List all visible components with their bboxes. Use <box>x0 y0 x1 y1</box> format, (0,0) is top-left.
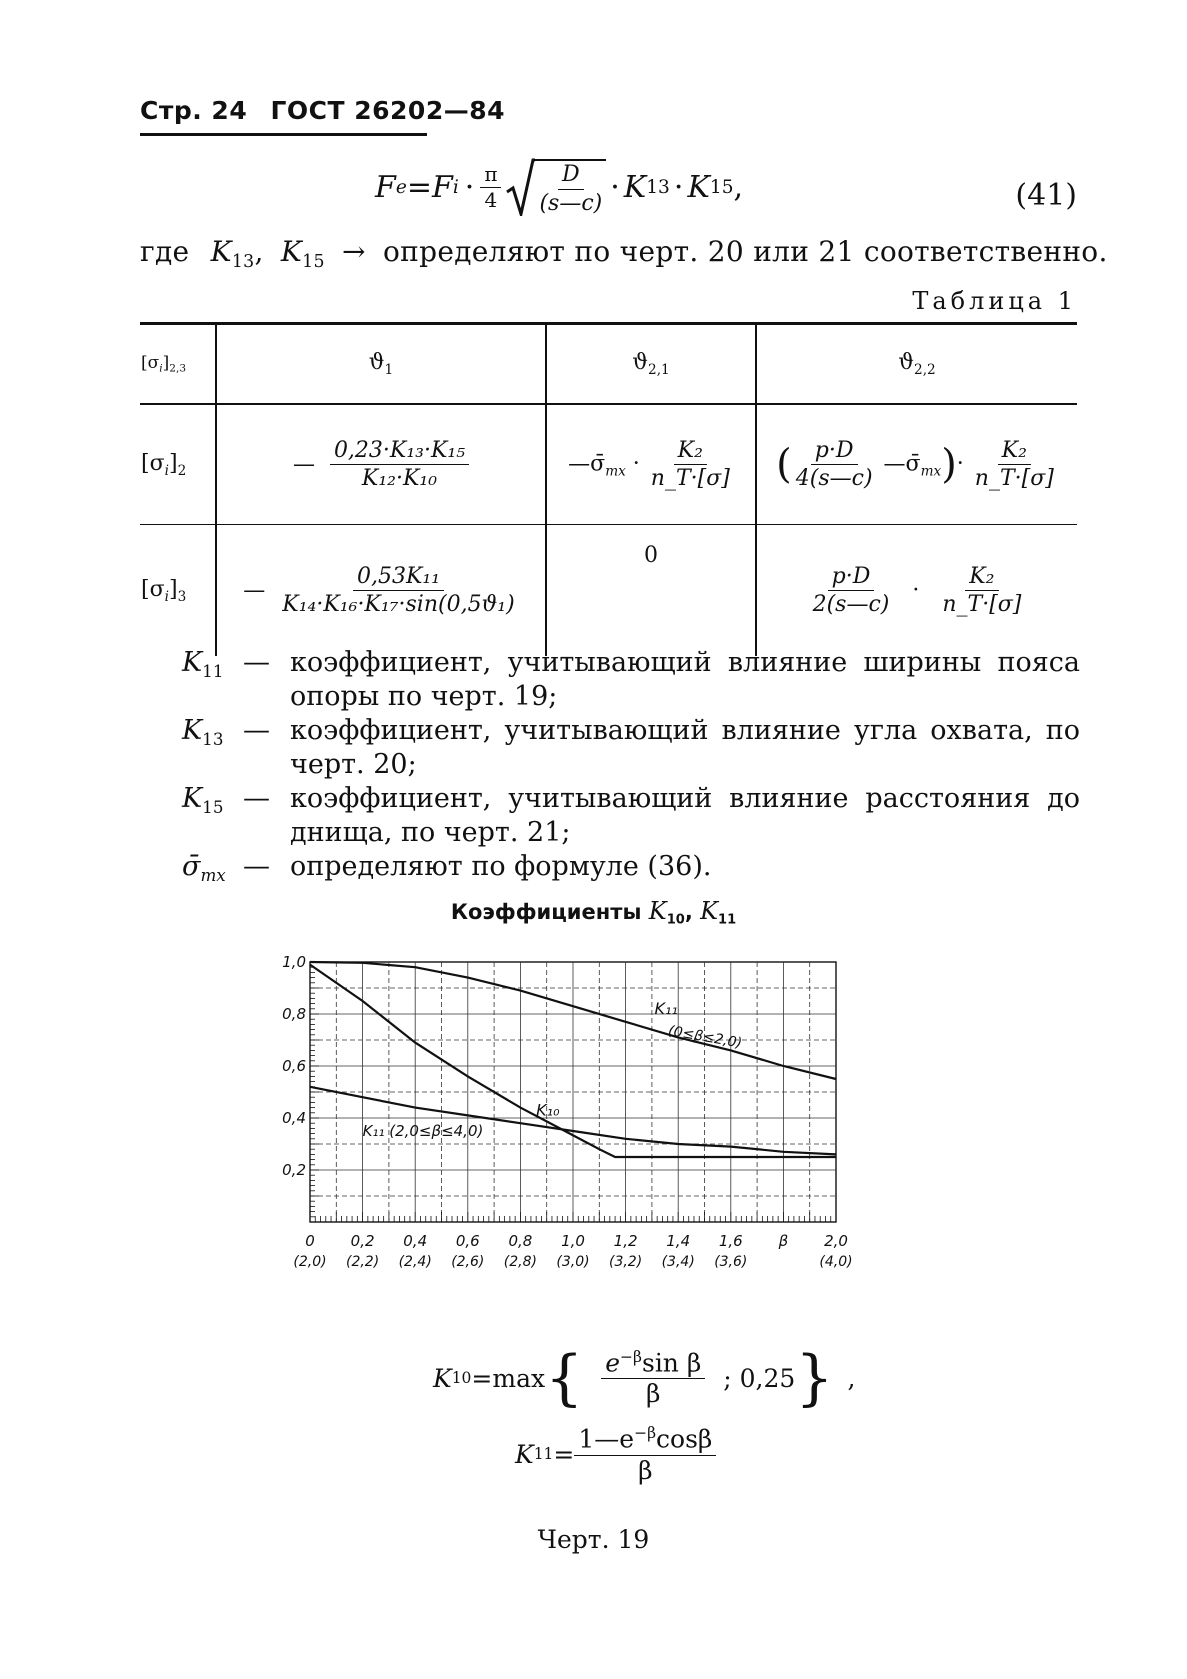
row1-label-text: [σ <box>141 450 165 476</box>
row1-label-tail: ] <box>168 450 178 476</box>
row2-theta22: $\frac{p\cdot D}{2(s—c)}$ · $\frac{\text{K₂}}{n\_T\cdot[\sigma]}$ <box>756 525 1077 657</box>
th-theta22 <box>756 325 1077 404</box>
chart-title-sep: , <box>684 900 693 924</box>
th-theta21 <box>546 325 756 404</box>
eq-dot: · <box>464 169 475 205</box>
def-sym-sub: 13 <box>202 728 224 749</box>
row1-v1-frac <box>330 439 469 490</box>
row2-v3-frac2 <box>938 565 1025 616</box>
def-dash: — <box>243 851 270 882</box>
x-tick-label-alt: (3,6) <box>714 1254 748 1270</box>
k10-sep: ; 0,25 <box>723 1363 796 1393</box>
th-theta1-sym: ϑ <box>368 350 385 376</box>
chart-title-text: Коэффициенты <box>450 900 642 924</box>
k10-k11-chart <box>280 940 920 1310</box>
def-symbol <box>182 646 223 688</box>
row1-theta1 <box>216 404 546 525</box>
k11-den: β <box>638 1455 653 1485</box>
row1-v2-pre-sub: mx <box>605 463 626 480</box>
four: 4 <box>484 187 498 212</box>
label-k10: K₁₀ <box>536 1100 560 1120</box>
chart-title <box>0 897 1187 928</box>
eq-lhs: F <box>375 169 396 205</box>
def-dash: — <box>243 715 270 746</box>
row2-label-text: [σ <box>141 576 165 602</box>
k10-num: e <box>605 1347 621 1377</box>
th-theta22-sym: ϑ <box>898 350 915 376</box>
x-tick-label-alt: (2,6) <box>451 1254 485 1270</box>
def-dash: — <box>243 783 270 814</box>
th-theta21-sym: ϑ <box>632 350 649 376</box>
def-line2: опоры по черт. 19; <box>290 681 558 712</box>
y-tick-label: 0,8 <box>282 1005 306 1023</box>
def-sym-sub: 11 <box>202 660 224 681</box>
k10-tail: , <box>847 1363 856 1393</box>
row1-v1-den: K₁₂·K₁₀ <box>361 466 438 491</box>
k10-num-sup: −β <box>620 1347 642 1366</box>
y-tick-label: 0,6 <box>282 1057 306 1075</box>
table-caption: Таблица 1 <box>912 287 1077 315</box>
row2-v3-num: p·D <box>828 565 875 591</box>
header-rule <box>140 133 427 136</box>
row2-v2: 0 <box>644 543 658 568</box>
def-symbol <box>182 850 226 892</box>
table-row <box>140 404 1077 525</box>
definition-item <box>140 850 1080 884</box>
where-line: где $K_{13}$, $K_{15}$ → определяют по черт. 20 или 21 соответственно. <box>140 235 1108 273</box>
def-line1: коэффициент, учитывающий влияние ширины пояса <box>290 647 1080 678</box>
k10-eq: =max <box>471 1363 546 1393</box>
row1-theta22: ( $\frac{p\cdot D}{4(s—c)}$ $—\sigmā_{mx})\cdot$ $\frac{\text{K₂}}{n\_T\cdot[\sigma]}$ <box>756 404 1077 525</box>
eq-lhs-sub: e <box>395 176 407 198</box>
k10-sym: K <box>433 1363 452 1393</box>
where-arrow: → <box>342 235 366 268</box>
def-line2: черт. 20; <box>290 749 417 780</box>
definitions-list <box>140 646 1080 884</box>
x-tick-label: 0,2 <box>350 1232 375 1250</box>
row1-v3-num: p·D <box>811 439 858 465</box>
row1-label-sub: i <box>164 462 169 479</box>
def-sym-text: K <box>182 783 203 814</box>
eq-f-sub: i <box>452 176 459 198</box>
k11-num-tail: cosβ <box>656 1424 713 1454</box>
eq-k15: K <box>687 169 710 205</box>
equation-41 <box>375 158 743 216</box>
row2-v3-den2: n_T·[σ] <box>942 592 1022 617</box>
eq-f: F <box>431 169 453 205</box>
definition-item <box>140 782 1080 850</box>
row2-label-idx: 3 <box>177 588 187 605</box>
chart-labels <box>363 999 744 1140</box>
page-label: Стр. 24 <box>140 96 248 125</box>
k11-num: 1—e <box>578 1424 635 1454</box>
x-tick-label: 1,2 <box>613 1232 638 1250</box>
k10-den: β <box>646 1379 661 1409</box>
k11-frac <box>574 1425 716 1484</box>
eq-dot-3: · <box>673 169 684 205</box>
table-row <box>140 525 1077 657</box>
definition-item <box>140 714 1080 782</box>
row2-theta1 <box>216 525 546 657</box>
eq-dot-2: · <box>610 169 620 205</box>
x-tick-label: 1,6 <box>718 1232 743 1250</box>
x-tick-label-alt: (3,2) <box>608 1254 643 1270</box>
chart-grid <box>310 962 836 1222</box>
label-k11-upper-range: (0≤β≤2,0) <box>666 1022 744 1052</box>
row1-label <box>140 404 216 525</box>
row2-v3-den: 2(s—c) <box>812 592 890 617</box>
sqrt-radicand <box>535 159 606 214</box>
def-sym-text: K <box>182 715 203 746</box>
def-line1: коэффициент, учитывающий влияние расстояния до <box>290 783 1080 814</box>
row1-label-idx: 2 <box>177 462 187 479</box>
table-header-row <box>140 325 1077 404</box>
row2-v3-num2: K₂ <box>965 565 998 591</box>
k10-sub: 10 <box>451 1369 472 1387</box>
row1-v1-sign: — <box>292 451 315 477</box>
formula-k10: K 10 =max { $\frac{e^{-\beta}\sin \beta}{\beta}$ ; 0,25 } , <box>433 1343 856 1413</box>
row2-theta21 <box>546 525 756 657</box>
eq-k13: K <box>623 169 647 205</box>
th-sigma-sub: i <box>159 362 163 375</box>
chart-title-k10-sub: 10 <box>666 912 685 928</box>
figure-caption: Черт. 19 <box>537 1525 650 1554</box>
def-sym-text: K <box>182 647 203 678</box>
row2-label-tail: ] <box>168 576 178 602</box>
pi: π <box>480 164 501 188</box>
k11-eq: = <box>553 1439 575 1469</box>
equation-number: (41) <box>1015 178 1077 213</box>
y-tick-label: 0,4 <box>282 1109 306 1127</box>
k11-num-sup: −β <box>634 1424 657 1442</box>
k11-sym: K <box>515 1439 534 1469</box>
def-line2: днища, по черт. 21; <box>290 817 571 848</box>
th-sigma-idx: 2,3 <box>169 362 187 375</box>
def-line1: коэффициент, учитывающий влияние угла охвата, по <box>290 715 1080 746</box>
th-sigma <box>140 325 216 404</box>
x-tick-label: 1,0 <box>561 1232 585 1250</box>
def-line1: определяют по формуле (36). <box>290 851 712 882</box>
x-tick-label: 2,0 <box>824 1232 848 1250</box>
row1-v3-num2: K₂ <box>998 439 1031 465</box>
eq-k15-sub: 15 <box>709 176 734 198</box>
def-sym-text: σ̄ <box>182 851 201 882</box>
chart-title-k10: K <box>648 897 667 925</box>
row2-v1-frac <box>278 565 518 616</box>
th-sigma-tail: ] <box>162 353 170 374</box>
def-dash: — <box>243 647 270 678</box>
x-tick-label-alt: (2,4) <box>398 1254 432 1270</box>
x-tick-label: 0,4 <box>403 1232 428 1250</box>
th-theta1 <box>216 325 546 404</box>
x-tick-label: 0 <box>305 1232 315 1250</box>
eq-sign: = <box>406 169 432 205</box>
row1-v1-num: 0,23·K₁₃·K₁₅ <box>330 439 469 465</box>
th-theta22-sub: 2,2 <box>914 361 936 378</box>
x-tick-label: 0,8 <box>508 1232 533 1250</box>
row1-v2-frac <box>647 439 734 490</box>
row1-v3-frac <box>792 439 877 490</box>
x-tick-label-alt: (3,0) <box>556 1254 590 1270</box>
row1-v3-frac2 <box>971 439 1058 490</box>
standard-code: ГОСТ 26202—84 <box>270 96 506 125</box>
x-tick-label-alt: (4,0) <box>819 1254 853 1270</box>
row1-v3-den2: n_T·[σ] <box>974 466 1054 491</box>
where-k13: K <box>210 235 232 268</box>
def-symbol <box>182 782 223 824</box>
k10-frac <box>583 1349 723 1408</box>
x-axis-symbol: β <box>778 1232 789 1250</box>
x-tick-label-alt: (3,4) <box>661 1254 695 1270</box>
sqrt-sign <box>505 158 535 216</box>
x-tick-label: 0,6 <box>455 1232 480 1250</box>
row1-v2-den: n_T·[σ] <box>650 466 730 491</box>
label-k11-upper: K₁₁ <box>654 999 678 1018</box>
page-header <box>140 96 505 125</box>
k11-sub: 11 <box>533 1445 554 1464</box>
chart-title-k11-sub: 11 <box>718 912 737 928</box>
where-prefix: где <box>140 235 190 268</box>
row1-v3-mid: —σ̄ <box>883 451 921 477</box>
x-tick-label: 1,4 <box>666 1232 691 1250</box>
row1-v3-mid-sub: mx <box>920 463 942 480</box>
row1-v2-num: K₂ <box>674 439 707 465</box>
row2-label <box>140 525 216 657</box>
th-theta21-sub: 2,1 <box>648 361 670 378</box>
table-1 <box>140 325 1077 656</box>
row2-label-sub: i <box>164 588 169 605</box>
eq-k13-sub: 13 <box>646 176 670 198</box>
row1-v3-den: 4(s—c) <box>795 466 873 491</box>
y-tick-label: 1,0 <box>282 953 306 971</box>
definition-item <box>140 646 1080 714</box>
row2-v3-frac <box>809 565 894 616</box>
row2-v1-num: 0,53K₁₁ <box>353 565 444 591</box>
def-sym-sub: mx <box>200 864 226 885</box>
k10-num-tail: sin β <box>641 1347 702 1377</box>
row1-v2-pre: —σ̄ <box>568 451 606 477</box>
where-text: определяют по черт. 20 или 21 соответственно. <box>383 235 1108 268</box>
formula-k11 <box>515 1425 716 1484</box>
row1-theta21: $—\sigmā_{mx}$ · $\frac{\text{K₂}}{n\_T\cdot[\sigma]}$ <box>546 404 756 525</box>
y-tick-label: 0,2 <box>282 1161 306 1179</box>
where-k15-sub: 15 <box>302 252 325 273</box>
eq-tail: , <box>733 169 744 205</box>
x-tick-label-alt: (2,0) <box>293 1254 327 1270</box>
x-tick-label-alt: (2,8) <box>503 1254 538 1270</box>
chart-title-k11: K <box>700 897 719 925</box>
where-k13-sub: 13 <box>231 252 255 273</box>
row2-v1-sign: — <box>243 577 266 603</box>
def-symbol <box>182 714 223 756</box>
row2-v1-den: K₁₄·K₁₆·K₁₇·sin(0,5ϑ₁) <box>282 592 515 617</box>
def-sym-sub: 15 <box>202 796 224 817</box>
radicand-num: D <box>558 163 584 189</box>
where-k15: K <box>280 235 303 268</box>
radicand-den: (s—c) <box>539 190 603 216</box>
x-tick-label-alt: (2,2) <box>345 1254 380 1270</box>
pi-over-4 <box>480 161 501 212</box>
label-k11-lower: K₁₁ (2,0≤β≤4,0) <box>362 1122 484 1141</box>
th-theta1-sub: 1 <box>384 361 394 378</box>
th-sigma-text: [σ <box>141 353 160 374</box>
